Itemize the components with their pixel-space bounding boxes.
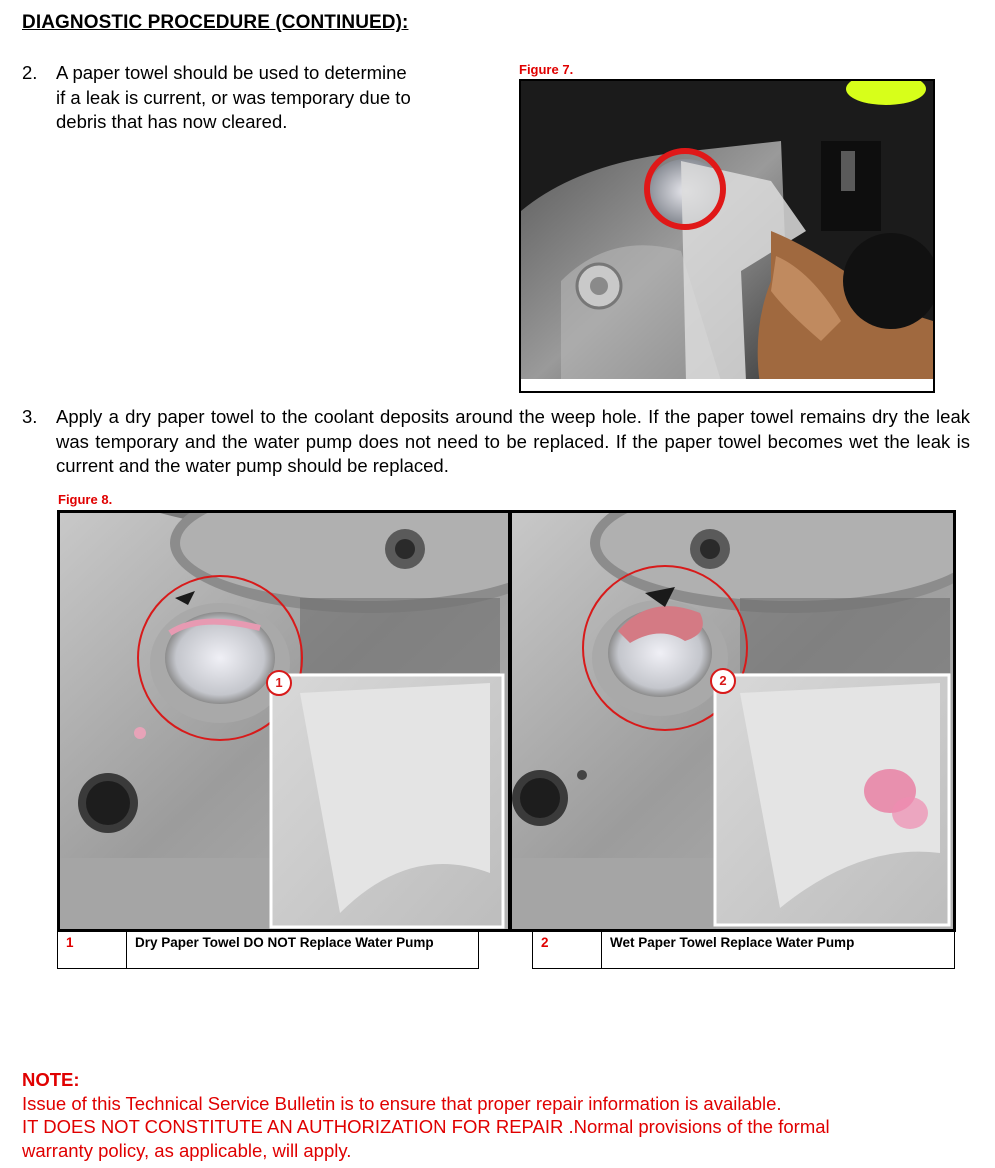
figure-8-photo — [57, 510, 956, 932]
step-2-line: debris that has now cleared. — [56, 111, 288, 132]
step-3-text: Apply a dry paper towel to the coolant deposits around the weep hole. If the paper towel remains dry the leak was temporary and the water pump does not need to be replaced. If the paper towel becomes wet the leak is current and the water pump should be replaced. — [56, 406, 970, 476]
water-pump-comparison-image — [60, 513, 953, 929]
step-2 — [22, 61, 492, 141]
step-3-number: 3. — [22, 406, 38, 427]
note-line: Issue of this Technical Service Bulletin is to ensure that proper repair information is available. — [22, 1092, 782, 1114]
note-block — [22, 1068, 982, 1162]
note-line: IT DOES NOT CONSTITUTE AN AUTHORIZATION FOR REPAIR .Normal provisions of the formal — [22, 1116, 830, 1137]
note-title: NOTE: — [22, 1069, 80, 1090]
step-2-line: A paper towel should be used to determine — [56, 62, 407, 83]
legend-text: Wet Paper Towel Replace Water Pump — [602, 932, 955, 969]
step-2-line: if a leak is current, or was temporary due to — [56, 86, 411, 108]
figure-8-label: Figure 8. — [58, 492, 113, 507]
section-heading: DIAGNOSTIC PROCEDURE (CONTINUED): — [22, 12, 409, 33]
engine-weep-hole-image — [521, 81, 933, 391]
table-row — [533, 932, 955, 969]
legend-table-1 — [57, 931, 479, 969]
figure-7-photo — [519, 79, 935, 393]
step-2-number: 2. — [22, 62, 38, 83]
legend-number: 2 — [533, 932, 602, 969]
legend-number: 1 — [58, 932, 127, 969]
callout-2: 2 — [710, 668, 736, 694]
figure-7-label: Figure 7. — [519, 62, 574, 77]
callout-1: 1 — [266, 670, 292, 696]
wet-towel-panel — [512, 513, 953, 929]
legend-text: Dry Paper Towel DO NOT Replace Water Pump — [127, 932, 479, 969]
table-row — [58, 932, 479, 969]
note-line: warranty policy, as applicable, will apply. — [22, 1139, 352, 1161]
step-3 — [22, 405, 972, 481]
dry-towel-panel — [60, 513, 570, 929]
step-2-text — [56, 61, 496, 135]
legend-table-2 — [532, 931, 955, 969]
